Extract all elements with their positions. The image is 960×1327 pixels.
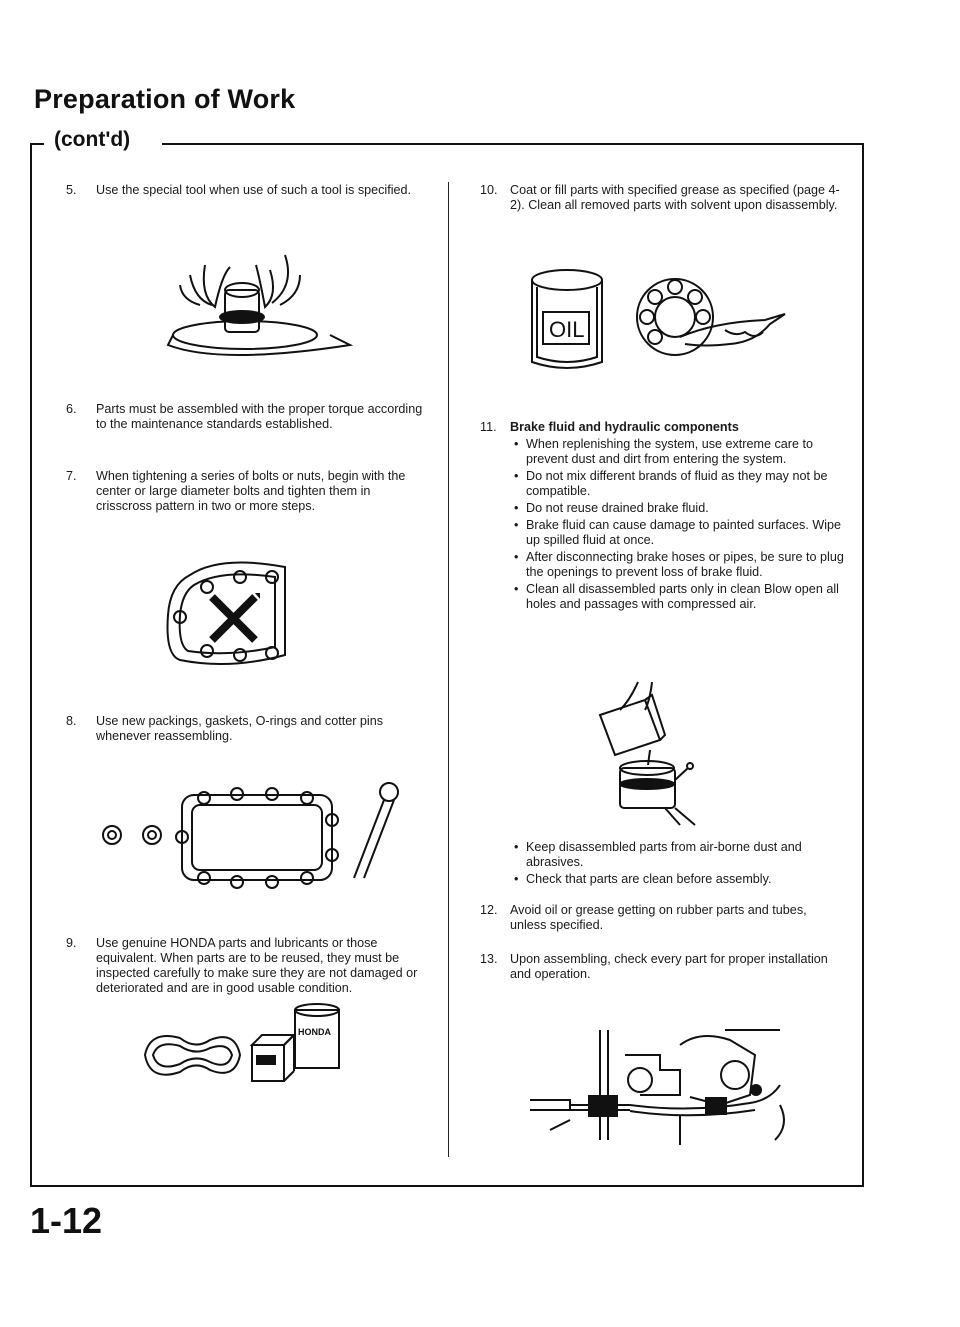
bullet-item: • When replenishing the system, use extreme care to prevent dust and dirt from entering the system. <box>512 437 844 467</box>
crisscross-bolt-illustration <box>160 555 300 680</box>
special-tool-illustration <box>160 245 350 385</box>
brake-fluid-bullets-continued <box>512 840 844 889</box>
frame-top-rule-left <box>30 143 44 145</box>
step-text: Use genuine HONDA parts and lubricants or those equivalent. When parts are to be reused, they must be inspected carefully to make sure they are not damaged or deteriorated and are in good usable condition. <box>96 936 418 995</box>
step-text: Use the special tool when use of such a tool is specified. <box>96 183 412 197</box>
honda-genuine-parts-illustration <box>140 1000 370 1100</box>
bullet-item: • After disconnecting brake hoses or pipes, be sure to plug the openings to prevent loss of brake fluid. <box>512 550 844 580</box>
step-number: 13. <box>480 952 498 966</box>
bullet-item: • Do not reuse drained brake fluid. <box>512 501 844 516</box>
step-text: Avoid oil or grease getting on rubber parts and tubes, unless specified. <box>510 903 807 932</box>
step-13 <box>480 952 845 982</box>
step-text: When tightening a series of bolts or nuts, begin with the center or large diameter bolts and tighten them in crisscross pattern in two or more steps. <box>96 469 406 513</box>
step-number: 6. <box>66 402 77 416</box>
column-divider <box>448 182 449 1157</box>
step-number: 5. <box>66 183 77 197</box>
oil-and-bearing-illustration <box>525 262 825 382</box>
step-number: 10. <box>480 183 498 197</box>
step-number: 11. <box>480 420 497 434</box>
bullet-item: • Clean all disassembled parts only in clean Blow open all holes and passages with compressed air. <box>512 582 844 612</box>
step-text: Use new packings, gaskets, O-rings and cotter pins whenever reassembling. <box>96 714 383 743</box>
brake-fluid-bullets <box>512 437 844 614</box>
step-number: 9. <box>66 936 77 950</box>
step-number: 8. <box>66 714 77 728</box>
step-10 <box>480 183 845 213</box>
honda-can-label: HONDA <box>298 1027 331 1037</box>
page-subtitle: (cont'd) <box>50 128 134 152</box>
frame-top-rule-right <box>162 143 862 145</box>
step-7 <box>66 469 424 514</box>
bullet-item: • Do not mix different brands of fluid as they may not be compatible. <box>512 469 844 499</box>
step-text: Brake fluid and hydraulic components <box>510 420 739 434</box>
step-9 <box>66 936 424 996</box>
step-number: 7. <box>66 469 77 483</box>
step-6 <box>66 402 424 432</box>
step-11 <box>480 420 845 435</box>
step-5 <box>66 183 424 198</box>
step-12 <box>480 903 845 933</box>
step-8 <box>66 714 424 744</box>
page-title: Preparation of Work <box>34 84 296 114</box>
gasket-oring-cotter-pin-illustration <box>92 780 412 890</box>
bullet-item: • Keep disassembled parts from air-borne dust and abrasives. <box>512 840 844 870</box>
step-text: Parts must be assembled with the proper torque according to the maintenance standards established. <box>96 402 423 431</box>
oil-can-label: OIL <box>549 317 585 342</box>
step-number: 12. <box>480 903 498 917</box>
step-text: Coat or fill parts with specified grease as specified (page 4-2). Clean all removed parts with solvent upon disassembly. <box>510 183 840 212</box>
step-text: Upon assembling, check every part for proper installation and operation. <box>510 952 828 981</box>
brake-hose-assembly-illustration <box>530 1025 810 1155</box>
page-number: 1-12 <box>30 1200 103 1241</box>
bullet-item: • Check that parts are clean before assembly. <box>512 872 844 887</box>
bullet-item: • Brake fluid can cause damage to painted surfaces. Wipe up spilled fluid at once. <box>512 518 844 548</box>
brake-fluid-pouring-illustration <box>590 680 710 830</box>
